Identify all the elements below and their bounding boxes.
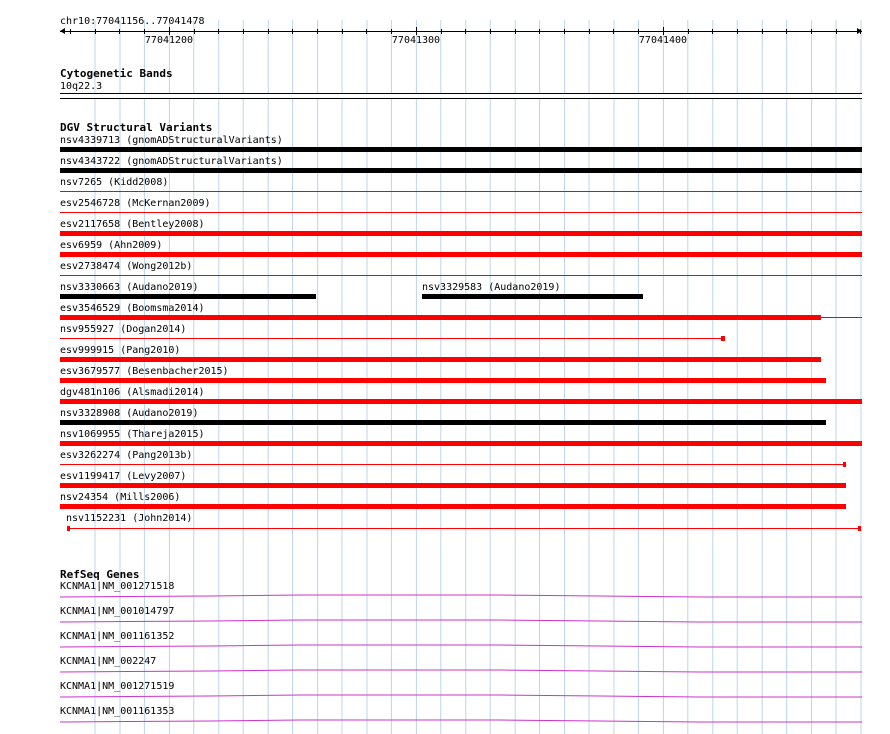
variant-feature[interactable] — [60, 147, 862, 152]
gene-intron-line[interactable] — [0, 656, 890, 681]
tick-label-1: 77041200 — [144, 35, 194, 46]
dgv-track-label: nsv1069955 (Thareja2015) — [60, 429, 205, 440]
variant-feature[interactable] — [60, 275, 862, 276]
gene-label: KCNMA1|NM_002247 — [60, 656, 157, 667]
dgv-track-label: esv6959 (Ahn2009) — [60, 240, 163, 251]
dgv-track-row[interactable] — [0, 219, 890, 240]
cytoband-bar[interactable] — [60, 93, 862, 99]
dgv-track-row[interactable] — [0, 492, 890, 513]
ruler-tick — [243, 29, 244, 34]
gene-label: KCNMA1|NM_001271518 — [60, 581, 175, 592]
ruler-tick — [762, 29, 763, 34]
ruler-tick — [391, 29, 392, 34]
gene-intron-line[interactable] — [0, 631, 890, 656]
dgv-track-row[interactable] — [0, 198, 890, 219]
dgv-track-label: nsv1152231 (John2014) — [66, 513, 193, 524]
ruler-tick — [144, 29, 145, 34]
ruler-tick — [638, 29, 639, 34]
ruler-tick — [317, 29, 318, 34]
dgv-track-row[interactable] — [0, 261, 890, 282]
ruler-tick — [218, 29, 219, 34]
ruler-tick — [663, 27, 664, 35]
gene-intron-line[interactable] — [0, 681, 890, 706]
ruler-tick — [292, 29, 293, 34]
variant-feature[interactable] — [60, 231, 862, 236]
variant-feature[interactable] — [60, 294, 316, 299]
dgv-title: DGV Structural Variants — [60, 121, 213, 134]
dgv-track-row[interactable] — [0, 366, 890, 387]
ruler-tick — [712, 29, 713, 34]
ruler-tick — [268, 29, 269, 34]
dgv-track-label: esv2738474 (Wong2012b) — [60, 261, 193, 272]
ruler-arrow-left — [60, 28, 65, 34]
dgv-track-label: esv2546728 (McKernan2009) — [60, 198, 211, 209]
dgv-track-row[interactable] — [0, 513, 890, 534]
dgv-track-label: esv999915 (Pang2010) — [60, 345, 181, 356]
dgv-track-row[interactable] — [0, 450, 890, 471]
ruler-tick — [465, 29, 466, 34]
ruler-tick — [613, 29, 614, 34]
tick-label-3: 77041400 — [638, 35, 688, 46]
ruler-tick — [515, 29, 516, 34]
variant-feature[interactable] — [60, 315, 821, 320]
dgv-track-label: esv1199417 (Levy2007) — [60, 471, 187, 482]
ruler — [60, 31, 862, 32]
variant-feature[interactable] — [60, 168, 862, 173]
variant-feature[interactable] — [60, 483, 846, 488]
cytoband-title: Cytogenetic Bands — [60, 67, 173, 80]
gene-label: KCNMA1|NM_001271519 — [60, 681, 175, 692]
variant-feature[interactable] — [60, 212, 862, 213]
variant-feature[interactable] — [858, 526, 861, 531]
dgv-track-row[interactable] — [0, 387, 890, 408]
dgv-track-label: nsv7265 (Kidd2008) — [60, 177, 169, 188]
ruler-tick — [441, 29, 442, 34]
dgv-track-row[interactable] — [0, 177, 890, 198]
gene-label: KCNMA1|NM_001161353 — [60, 706, 175, 717]
variant-feature[interactable] — [67, 526, 70, 531]
dgv-track-row[interactable] — [0, 324, 890, 345]
dgv-track-label: esv2117658 (Bentley2008) — [60, 219, 205, 230]
dgv-track-row[interactable] — [0, 135, 890, 156]
dgv-track-label: nsv4339713 (gnomADStructuralVariants) — [60, 135, 283, 146]
variant-feature[interactable] — [843, 462, 846, 467]
dgv-track-label-2: nsv3329583 (Audano2019) — [422, 282, 561, 293]
dgv-track-label: nsv3328908 (Audano2019) — [60, 408, 199, 419]
dgv-track-row[interactable] — [0, 282, 890, 303]
variant-feature[interactable] — [60, 504, 846, 509]
ruler-tick — [737, 29, 738, 34]
refseq-track-row[interactable] — [0, 681, 890, 706]
variant-feature[interactable] — [68, 528, 860, 529]
refseq-title: RefSeq Genes — [60, 568, 140, 581]
refseq-track-row[interactable] — [0, 706, 890, 731]
variant-feature[interactable] — [60, 399, 862, 404]
gene-intron-line[interactable] — [0, 706, 890, 731]
refseq-track-row[interactable] — [0, 606, 890, 631]
variant-feature[interactable] — [60, 441, 862, 446]
dgv-track-row[interactable] — [0, 240, 890, 261]
refseq-track-row[interactable] — [0, 581, 890, 606]
dgv-track-label: nsv4343722 (gnomADStructuralVariants) — [60, 156, 283, 167]
ruler-tick — [342, 29, 343, 34]
dgv-track-label: dgv481n106 (Alsmadi2014) — [60, 387, 205, 398]
ruler-tick — [194, 29, 195, 34]
ruler-tick — [70, 29, 71, 34]
dgv-track-row[interactable] — [0, 345, 890, 366]
variant-feature[interactable] — [60, 191, 862, 192]
dgv-track-row[interactable] — [0, 408, 890, 429]
gene-intron-line[interactable] — [0, 606, 890, 631]
gene-intron-line[interactable] — [0, 581, 890, 606]
ruler-tick — [811, 29, 812, 34]
variant-feature[interactable] — [60, 420, 826, 425]
ruler-tick — [119, 29, 120, 34]
dgv-track-label: esv3262274 (Pang2013b) — [60, 450, 193, 461]
dgv-track-row[interactable] — [0, 156, 890, 177]
dgv-track-row[interactable] — [0, 471, 890, 492]
variant-feature[interactable] — [422, 294, 643, 299]
dgv-track-label: nsv955927 (Dogan2014) — [60, 324, 187, 335]
ruler-tick — [860, 29, 861, 34]
dgv-track-label: nsv3330663 (Audano2019) — [60, 282, 199, 293]
ruler-tick — [490, 29, 491, 34]
cytoband-label: 10q22.3 — [60, 81, 103, 92]
ruler-tick — [169, 27, 170, 35]
dgv-track-label: nsv24354 (Mills2006) — [60, 492, 181, 503]
dgv-track-label: esv3546529 (Boomsma2014) — [60, 303, 205, 314]
ruler-tick — [589, 29, 590, 34]
variant-feature[interactable] — [721, 336, 725, 341]
dgv-track-row[interactable] — [0, 303, 890, 324]
tick-label-2: 77041300 — [391, 35, 441, 46]
dgv-track-row[interactable] — [0, 429, 890, 450]
dgv-track-label: esv3679577 (Besenbacher2015) — [60, 366, 229, 377]
gene-label: KCNMA1|NM_001161352 — [60, 631, 175, 642]
ruler-tick — [539, 29, 540, 34]
ruler-tick — [564, 29, 565, 34]
location-label: chr10:77041156..77041478 — [60, 16, 205, 27]
refseq-track-row[interactable] — [0, 656, 890, 681]
refseq-track-row[interactable] — [0, 631, 890, 656]
ruler-tick — [366, 29, 367, 34]
variant-feature[interactable] — [60, 338, 723, 339]
variant-feature[interactable] — [821, 317, 862, 318]
ruler-tick — [836, 29, 837, 34]
variant-feature[interactable] — [60, 252, 862, 257]
ruler-tick — [95, 29, 96, 34]
variant-feature[interactable] — [60, 378, 826, 383]
variant-feature[interactable] — [60, 357, 821, 362]
gene-label: KCNMA1|NM_001014797 — [60, 606, 175, 617]
ruler-tick — [786, 29, 787, 34]
ruler-tick — [688, 29, 689, 34]
ruler-tick — [416, 27, 417, 35]
variant-feature[interactable] — [60, 464, 845, 465]
